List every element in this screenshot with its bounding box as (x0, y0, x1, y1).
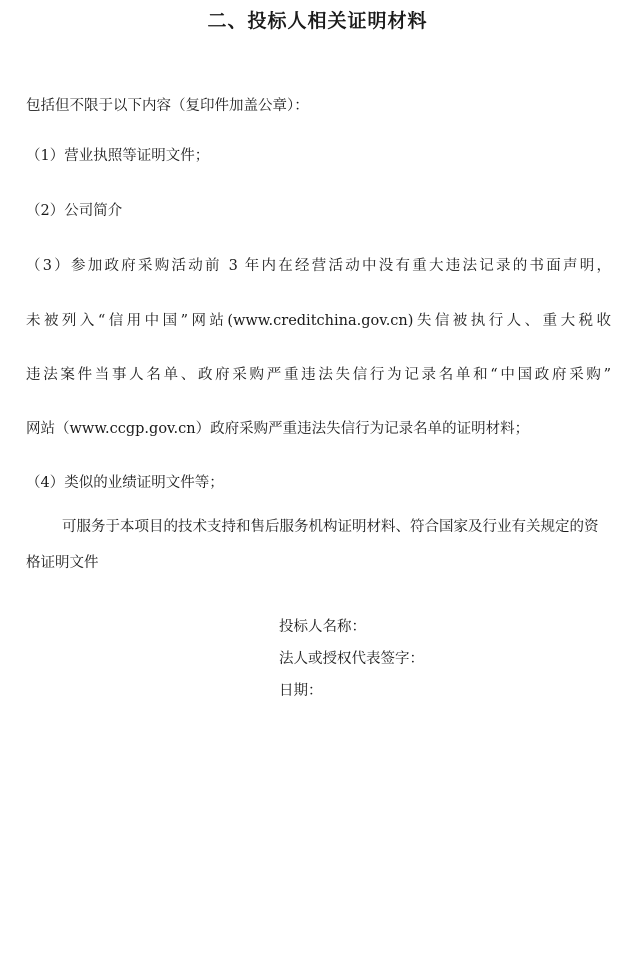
date-label: 日期： (279, 683, 323, 699)
list-item-2: （2）公司简介 (26, 203, 123, 219)
list-item-3-line-2: 未被列入“信用中国”网站(www.creditchina.gov.cn)失信被执行人、重大税收 (26, 313, 611, 329)
document-title: 二、投标人相关证明材料 (207, 10, 428, 32)
list-item-3-line-4: 网站（www.ccgp.gov.cn）政府采购严重违法失信行为记录名单的证明材料； (26, 421, 530, 437)
intro-text: 包括但不限于以下内容（复印件加盖公章）： (26, 98, 309, 114)
bidder-name-label: 投标人名称： (279, 619, 366, 635)
qualification-paragraph: 可服务于本项目的技术支持和售后服务机构证明材料、符合国家及行业有关规定的资格证明文件 (26, 519, 599, 571)
list-item-4: （4）类似的业绩证明文件等； (26, 475, 224, 491)
list-item-3-line-1: （3）参加政府采购活动前 3 年内在经营活动中没有重大违法记录的书面声明， (26, 258, 611, 274)
list-item-1: （1）营业执照等证明文件； (26, 148, 210, 164)
list-item-3-line-3: 违法案件当事人名单、政府采购严重违法失信行为记录名单和“中国政府采购” (26, 367, 611, 383)
legal-representative-signature-label: 法人或授权代表签字： (279, 651, 424, 667)
